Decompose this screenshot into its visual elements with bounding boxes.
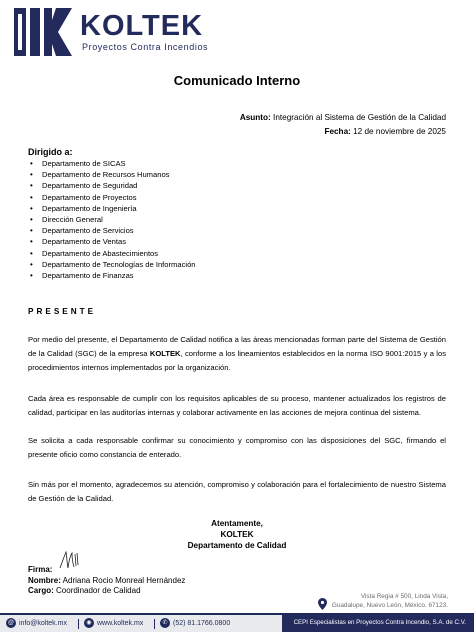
footer-phone[interactable] [160,618,230,628]
document-title: Comunicado Interno [173,73,301,88]
list-item: • Departamento de Proyectos [28,192,196,203]
paragraph-2: Cada área es responsable de cumplir con los requisitos aplicables de su proceso, mantener actualizados los registros de calidad, participar en las auditorías internas y colaborar activamente en las acciones de mejora continua del sistema. [28,394,446,417]
list-item: • Departamento de Ingeniería [28,203,196,214]
department-list [28,158,196,281]
signature-block [28,565,185,597]
footer-website[interactable] [84,618,143,628]
cargo-label: Cargo: [28,586,54,596]
list-item: • Departamento de Abastecimientos [28,248,196,259]
list-item: • Departamento de Seguridad [28,180,196,191]
paragraph-4: Sin más por el momento, agradecemos su atención, compromiso y colaboración para el fortalecimiento de nuestro Sistema de Gestión de la Calidad. [28,480,446,503]
letterhead [0,0,474,62]
nombre-label: Nombre: [28,575,61,585]
footer-divider [154,619,155,629]
directed-to-label: Dirigido a: [28,147,73,157]
footer-email-text: info@koltek.mx [19,619,67,627]
paragraph-3: Se solicita a cada responsable confirmar su conocimiento y compromiso con las disposiciones del SGC, firmando el presente oficio como constancia de enterado. [28,436,446,459]
list-item: • Departamento de Recursos Humanos [28,169,196,180]
company-address [300,592,448,610]
paragraph-1-start: Por medio del presente, el Departamento de Calidad notifica a las áreas mencionadas forman parte del Sistema de Gestión de la Calidad (SGC) de la empresa [28,335,446,358]
subject-block [86,111,446,139]
asunto-value: Integración al Sistema de Gestión de la Calidad [273,113,446,122]
list-item: • Departamento de Servicios [28,225,196,236]
closing-department: Departamento de Calidad [187,541,287,550]
asunto-label: Asunto: [239,113,271,122]
footer-phone-text: (52) 81.1766.0800 [173,619,231,627]
brand-name: KOLTEK [80,10,204,42]
footer-website-text: www.koltek.mx [97,619,144,627]
list-item: • Dirección General [28,214,196,225]
list-item: • Departamento de SICAS [28,158,196,169]
brand-tagline: Proyectos Contra Incendios [82,42,209,52]
email-icon: @ [7,620,15,626]
koltek-logo [12,6,262,58]
address-line-1: Vista Regia # 500, Linda Vista, [360,593,448,600]
closing-company: KOLTEK [220,530,254,539]
address-line-2: Guadalupe, Nuevo León, México. 67123. [331,602,448,609]
presente-heading: PRESENTE [28,307,97,316]
list-item: • Departamento de Tecnologías de Información [28,259,196,270]
nombre-value: Adriana Rocio Monreal Hernández [62,575,186,585]
company-name-bold: KOLTEK [149,349,181,358]
cargo-value: Coordinador de Calidad [56,586,141,596]
paragraph-1-end: , conforme a los lineamientos establecidos en la norma ISO 9001:2015 y a los procedimientos internos implementados por la organización. [28,349,447,372]
list-item: • Departamento de Finanzas [28,270,196,281]
footer-email[interactable] [6,618,67,628]
footer-company-legal: CEPI Especialistas en Proyectos Contra Incendio, S.A. de C.V. [282,615,474,632]
list-item: • Departamento de Ventas [28,236,196,247]
footer-divider [78,619,79,629]
koltek-emblem-icon [12,6,74,58]
fecha-value: 12 de noviembre de 2025 [353,127,446,136]
phone-icon: ✆ [160,618,170,628]
globe-icon: ◉ [84,618,94,628]
paragraph-1 [28,333,446,375]
firma-label: Firma: [28,565,53,574]
closing-salutation: Atentamente, [211,519,263,528]
closing-block [0,518,474,551]
fecha-label: Fecha: [324,127,351,136]
footer-bar [0,613,474,632]
